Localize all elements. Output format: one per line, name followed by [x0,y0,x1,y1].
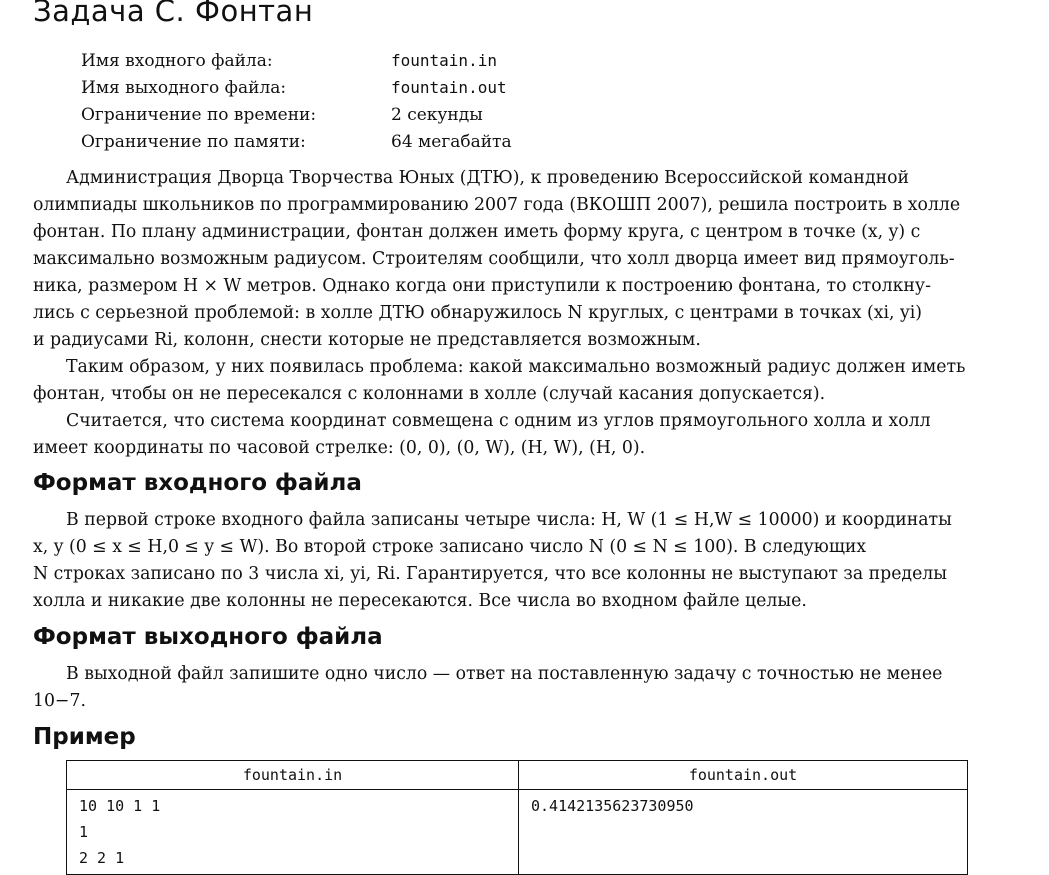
output-format-heading: Формат выходного файла [33,624,383,650]
meta-row-memory-limit [81,128,512,155]
text-line: В выходной файл запишите одно число — ответ на поставленную задачу с точностью не менее [66,664,943,684]
meta-row-input-file [81,47,512,74]
text-line: Считается, что система координат совмещена с одним из углов прямоугольного холла и холл [66,411,931,431]
problem-title: Задача C. Фонтан [33,0,314,28]
meta-label: Ограничение по времени: [81,104,317,125]
text-line: фонтан. По плану администрации, фонтан должен иметь форму круга, с центром в точке (x, y) с [33,222,921,242]
example-output-header: fountain.out [519,761,968,790]
example-input-line: 10 10 1 1 [79,797,161,815]
example-output-cell [519,790,968,875]
text-line: ника, размером H × W метров. Однако когда они приступили к построению фонтана, то столкну- [33,276,931,296]
text-line: имеет координаты по часовой стрелке: (0, 0), (0, W), (H, W), (H, 0). [33,438,646,458]
meta-value: fountain.out [391,78,507,97]
example-header-row [67,761,968,790]
meta-label: Имя входного файла: [81,50,273,71]
example-table [66,760,968,875]
example-input-cell [67,790,519,875]
input-format-heading: Формат входного файла [33,470,362,496]
output-format-text [33,661,1024,715]
meta-value: fountain.in [391,51,497,70]
example-input-header: fountain.in [67,761,519,790]
meta-value: 2 секунды [391,104,483,125]
text-line: максимально возможным радиусом. Строителям сообщили, что холл дворца имеет вид прямоуголь- [33,249,955,269]
text-line: N строках записано по 3 числа xi, yi, Ri. Гарантируется, что все колонны не выступают за пределы [33,564,948,584]
text-line: В первой строке входного файла записаны четыре числа: H, W (1 ≤ H,W ≤ 10000) и координаты [66,510,952,530]
text-line: Администрация Дворца Творчества Юных (ДТЮ), к проведению Всероссийской командной [66,168,910,188]
text-line: холла и никакие две колонны не пересекаются. Все числа во входном файле целые. [33,591,807,611]
statement-text [33,165,1024,462]
meta-row-time-limit [81,101,512,128]
example-data-row [67,790,968,875]
meta-value: 64 мегабайта [391,131,512,152]
example-output-line: 0.4142135623730950 [531,797,694,815]
problem-meta [81,47,512,155]
example-input-line: 1 [79,823,89,841]
text-line: олимпиады школьников по программированию 2007 года (ВКОШП 2007), решила построить в холле [33,195,961,215]
text-line: Таким образом, у них появилась проблема: какой максимально возможный радиус должен иметь [66,357,966,377]
text-line: x, y (0 ≤ x ≤ H,0 ≤ y ≤ W). Во второй строке записано число N (0 ≤ N ≤ 100). В следующих [33,537,867,557]
text-line: 10−7. [33,691,86,711]
meta-label: Имя выходного файла: [81,77,287,98]
text-line: и радиусами Ri, колонн, снести которые не представляется возможным. [33,330,701,350]
text-line: фонтан, чтобы он не пересекался с колоннами в холле (случай касания допускается). [33,384,826,404]
meta-label: Ограничение по памяти: [81,131,306,152]
meta-row-output-file [81,74,512,101]
example-input-line: 2 2 1 [79,849,125,867]
example-heading: Пример [33,724,136,750]
input-format-text [33,507,1024,615]
text-line: лись с серьезной проблемой: в холле ДТЮ обнаружилось N круглых, с центрами в точках (xi, yi) [33,303,923,323]
